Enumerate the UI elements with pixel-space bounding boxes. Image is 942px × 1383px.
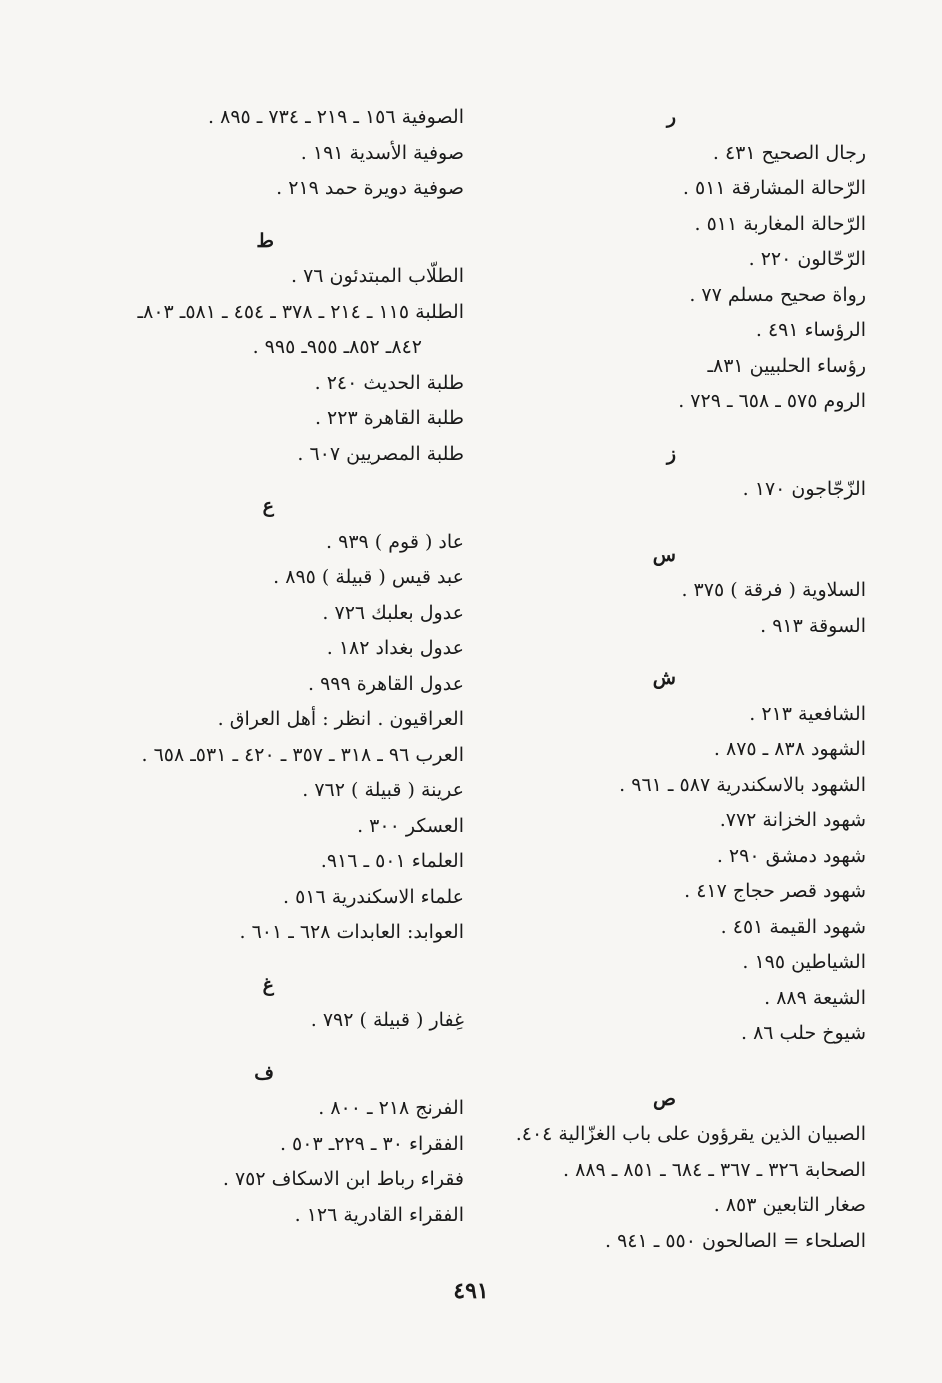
- spacer: [69, 207, 464, 224]
- index-entry: الصبيان الذين يقرؤون على باب الغزّالية ٤٠٤.: [515, 1123, 866, 1145]
- section-letter-r: ر: [666, 106, 676, 128]
- index-entry: العسكر ٣٠٠ .: [357, 814, 464, 837]
- index-entry: العوابد: العابدات ٦٢٨ ـ ٦٠١ .: [239, 921, 464, 943]
- spacer: [69, 1039, 464, 1056]
- index-entry: فقراء رباط ابن الاسكاف ٧٥٢ .: [222, 1168, 464, 1190]
- index-entry: شيوخ حلب ٨٦ .: [740, 1022, 866, 1044]
- index-entry: الشهود ٨٣٨ ـ ٨٧٥ .: [713, 738, 866, 760]
- index-entry: الروم ٥٧٥ ـ ٦٥٨ ـ ٧٢٩ .: [678, 390, 866, 412]
- section-letter-ghain: غ: [262, 973, 274, 996]
- spacer: [446, 420, 866, 437]
- section-letter-sh: ش: [652, 667, 676, 689]
- page-number: ٤٩١: [453, 1278, 489, 1304]
- index-entry: علماء الاسكندرية ٥١٦ .: [282, 885, 464, 908]
- index-entry: الطلّاب المبتدئون ٧٦ .: [290, 265, 464, 287]
- section-letter-fa: ف: [254, 1061, 274, 1084]
- index-entry: ٨٤٢ـ ٨٥٢ـ ٩٥٥ـ ٩٩٥ .: [252, 336, 422, 358]
- index-entry: الرّحالة المغاربة ٥١١ .: [694, 212, 866, 235]
- section-letter-ta: ط: [256, 229, 274, 252]
- index-entry: شهود الخزانة ٧٧٢.: [719, 809, 866, 831]
- index-entry: الشهود بالاسكندرية ٥٨٧ ـ ٩٦١ .: [619, 773, 866, 796]
- index-entry: العرب ٩٦ ـ ٣١٨ ـ ٣٥٧ ـ ٤٢٠ ـ ٥٣١ـ ٦٥٨ .: [141, 743, 464, 766]
- index-entry: شهود دمشق ٢٩٠ .: [716, 844, 866, 867]
- spacer: [69, 472, 464, 489]
- index-entry: الفقراء ٣٠ ـ ٢٢٩ـ ٥٠٣ .: [279, 1132, 464, 1155]
- index-entry: الرؤساء ٤٩١ .: [755, 319, 866, 341]
- section-letter-ain: ع: [262, 495, 274, 517]
- index-entry: السلاوية ( فرقة ) ٣٧٥ .: [681, 579, 866, 601]
- index-entry: عاد ( قوم ) ٩٣٩ .: [326, 530, 464, 553]
- index-entry: صوفية دويرة حمد ٢١٩ .: [276, 177, 464, 199]
- index-entry: رواة صحيح مسلم ٧٧ .: [689, 283, 866, 306]
- index-entry: الفقراء القادرية ١٢٦ .: [294, 1203, 464, 1226]
- index-entry: الرّحّالون ٢٢٠ .: [748, 248, 866, 270]
- index-entry: الصوفية ١٥٦ ـ ٢١٩ ـ ٧٣٤ ـ ٨٩٥ .: [208, 106, 464, 128]
- index-entry: الشافعية ٢١٣ .: [749, 702, 866, 725]
- index-entry: صغار التابعين ٨٥٣ .: [713, 1194, 866, 1216]
- index-entry: شهود القيمة ٤٥١ .: [720, 915, 866, 938]
- index-entry: طلبة الحديث ٢٤٠ .: [314, 371, 464, 394]
- index-entry: الزّجّاجون ١٧٠ .: [742, 478, 866, 500]
- index-entry: صوفية الأسدية ١٩١ .: [300, 141, 464, 164]
- index-entry: الفرنج ٢١٨ ـ ٨٠٠ .: [318, 1097, 464, 1119]
- index-entry: عدول بعلبك ٧٢٦ .: [322, 601, 464, 624]
- spacer: [446, 644, 866, 661]
- index-entry: طلبة القاهرة ٢٢٣ .: [314, 407, 464, 429]
- section-letter-sad: ص: [653, 1087, 676, 1110]
- left-column: [69, 100, 464, 1233]
- spacer: [446, 508, 866, 538]
- index-entry: العراقيون . انظر : أهل العراق .: [217, 708, 464, 730]
- index-entry: الطلبة ١١٥ ـ ٢١٤ ـ ٣٧٨ ـ ٤٥٤ ـ ٥٨١ـ ٨٠٣ـ: [137, 300, 464, 323]
- index-entry: السوقة ٩١٣ .: [760, 614, 866, 637]
- index-entry: شهود قصر حجاج ٤١٧ .: [684, 880, 866, 902]
- index-entry: غِفار ( قبيلة ) ٧٩٢ .: [310, 1009, 464, 1031]
- index-entry: رؤساء الحلبيين ٨٣١ـ: [707, 354, 866, 377]
- section-letter-s: س: [652, 543, 676, 566]
- right-column: [446, 100, 866, 1259]
- index-entry: الصلحاء = الصالحون ٥٥٠ ـ ٩٤١ .: [604, 1229, 866, 1252]
- index-entry: عبد قيس ( قبيلة ) ٨٩٥ .: [273, 566, 464, 588]
- index-entry: عدول القاهرة ٩٩٩ .: [307, 672, 464, 695]
- index-entry: العلماء ٥٠١ ـ ٩١٦.: [320, 850, 464, 872]
- index-entry: طلبة المصريين ٦٠٧ .: [297, 442, 464, 465]
- index-entry: الشيعة ٨٨٩ .: [764, 986, 866, 1009]
- index-entry: الشياطين ١٩٥ .: [742, 951, 866, 973]
- index-entry: عدول بغداد ١٨٢ .: [326, 637, 464, 659]
- index-entry: الرّحالة المشارقة ٥١١ .: [682, 177, 866, 199]
- index-entry: عرينة ( قبيلة ) ٧٦٢ .: [302, 779, 464, 801]
- index-entry: رجال الصحيح ٤٣١ .: [712, 141, 866, 164]
- spacer: [446, 1052, 866, 1082]
- index-entry: الصحابة ٣٢٦ ـ ٣٦٧ ـ ٦٨٤ ـ ٨٥١ ـ ٨٨٩ .: [563, 1158, 866, 1181]
- section-letter-z: ز: [666, 442, 676, 465]
- spacer: [69, 951, 464, 968]
